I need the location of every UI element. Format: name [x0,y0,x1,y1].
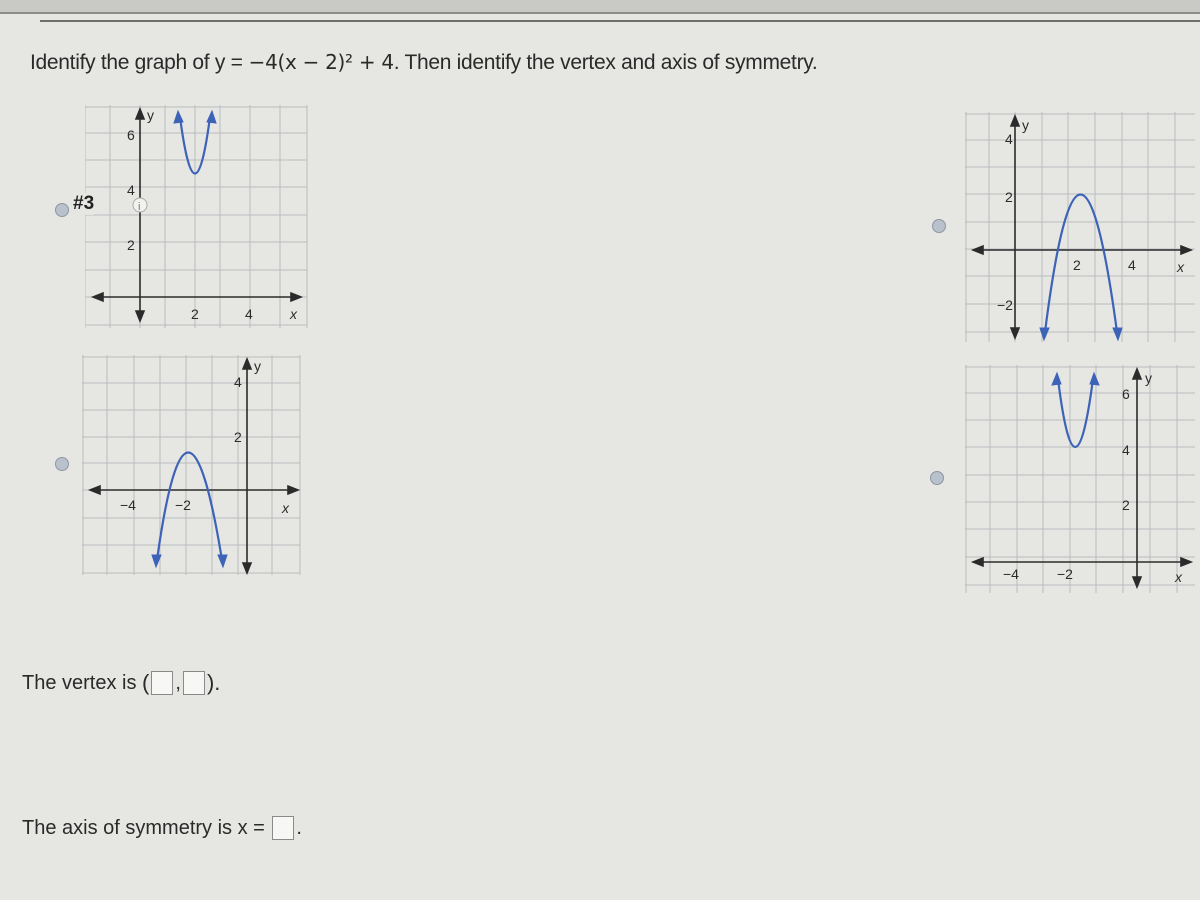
y-tick-label: −2 [997,297,1013,313]
x-tick-label: −2 [1057,566,1073,582]
y-tick-label: 2 [1005,189,1013,205]
x-tick-label: 4 [245,306,253,322]
y-tick-label: 6 [127,127,135,143]
axis-of-symmetry-input[interactable] [272,816,294,840]
option-tag: #3 [73,193,95,214]
question-equation: −4(x − 2)² + 4 [242,50,394,74]
option-a-graph[interactable] [85,105,310,330]
vertex-answer-row [22,670,220,696]
y-tick-label: 6 [1122,386,1130,402]
x-tick-label: 2 [1073,257,1081,273]
close-paren: ). [206,670,221,695]
period: . [296,816,302,839]
top-toolbar [0,0,1200,14]
option-d-graph[interactable] [965,365,1197,595]
y-tick-label: 4 [234,374,242,390]
grid-lines [82,355,300,575]
curve-parabola [1052,373,1099,447]
axes [90,359,298,573]
x-axis-label: x [290,306,297,322]
option-c-radio[interactable] [932,219,946,233]
y-tick-label: 4 [1122,442,1130,458]
vertex-label: The vertex is [22,671,137,694]
grid-lines [965,365,1195,593]
open-paren: ( [142,670,150,695]
axis-of-symmetry-label: The axis of symmetry is x = [22,816,265,839]
question-prefix: Identify the graph of y = [30,51,243,74]
option-a-radio[interactable] [55,203,69,217]
y-tick-label: 4 [1005,131,1013,147]
option-d-radio[interactable] [930,471,944,485]
axes [973,369,1191,587]
x-tick-label: 4 [1128,257,1136,273]
grid-lines [85,105,307,328]
x-tick-label: −4 [120,497,136,513]
header-divider [40,20,1200,22]
y-axis-label: y [1022,117,1029,133]
question-suffix: . Then identify the vertex and axis of symmetry. [393,51,818,74]
y-tick-label: 2 [1122,497,1130,513]
info-icon-glyph: i [138,201,141,213]
curve-parabola [1040,195,1122,341]
y-tick-label: 2 [127,237,135,253]
question-text [30,50,817,75]
option-b-graph[interactable] [82,355,304,580]
option-b-radio[interactable] [55,457,69,471]
x-axis-label: x [1175,569,1182,585]
y-tick-label: 2 [234,429,242,445]
comma: , [175,671,181,694]
y-axis-label: y [1145,370,1152,386]
vertex-x-input[interactable] [151,671,173,695]
x-axis-label: x [282,500,289,516]
y-axis-label: y [147,107,154,123]
axis-answer-row [22,816,302,840]
vertex-y-input[interactable] [183,671,205,695]
x-tick-label: −2 [175,497,191,513]
x-axis-label: x [1177,259,1184,275]
y-axis-label: y [254,358,261,374]
option-c-graph[interactable] [965,112,1197,344]
x-tick-label: 2 [191,306,199,322]
x-tick-label: −4 [1003,566,1019,582]
y-tick-label: 4 [127,182,135,198]
